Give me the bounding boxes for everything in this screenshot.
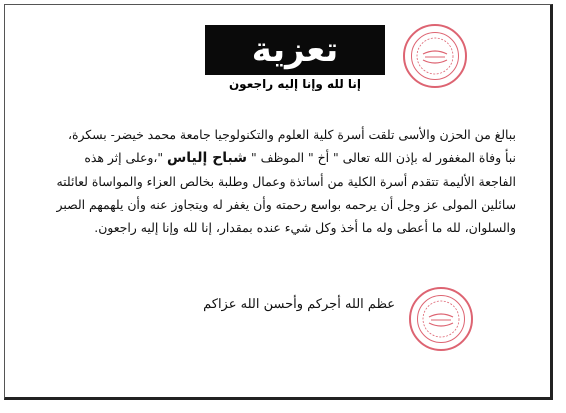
body-line-5: والسلوان، لله ما أعطى وله ما أخذ وكل شيء عنده بمقدار، إنا لله وإنا إليه راجعون. xyxy=(94,220,516,235)
body-line-3: الفاجعة الأليمة تتقدم أسرة الكلية من أساتذة وعمال وطلبة بخالص العزاء والمواساة لعائلته xyxy=(56,174,516,189)
deceased-name: شباح إلياس xyxy=(166,150,248,166)
condolence-subtitle: إنا لله وإنا إليه راجعون xyxy=(228,77,362,91)
closing-phrase: عظم الله أجركم وأحسن الله عزاكم xyxy=(203,297,395,312)
body-line-2-before: نبأ وفاة المغفور له بإذن الله تعالى " أخ " الموظف " xyxy=(250,150,516,165)
body-line-4: سائلين المولى عز وجل أن يرحمه بواسع رحمته وأن يغفر له ويتجاوز عنه وأن يلهمهم الصبر xyxy=(56,197,516,212)
body-line-2 xyxy=(42,146,516,170)
university-stamp-top xyxy=(403,24,467,88)
university-stamp-bottom xyxy=(409,287,473,351)
body-line-2-after: "،وعلى إثر هذه xyxy=(84,150,164,165)
stamp-seal-icon xyxy=(405,26,465,86)
condolence-body xyxy=(42,123,516,239)
stamp-seal-icon xyxy=(411,289,471,349)
condolence-title: تعزية xyxy=(205,25,385,75)
document-page xyxy=(4,4,553,400)
body-line-1: ببالغ من الحزن والأسى تلقت أسرة كلية العلوم والتكنولوجيا جامعة محمد خيضر- بسكرة، xyxy=(67,127,516,142)
